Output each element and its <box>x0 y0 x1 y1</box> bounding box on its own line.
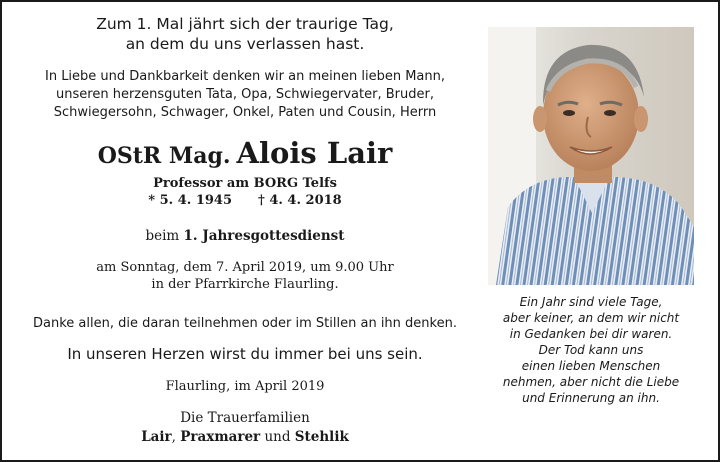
family-name: Stehlik <box>294 429 349 445</box>
family-name: Praxmarer <box>180 429 261 445</box>
poem-line: Ein Jahr sind viele Tage, <box>519 295 663 309</box>
birth-date: * 5. 4. 1945 <box>148 193 232 208</box>
service-title: 1. Jahresgottesdienst <box>183 228 345 244</box>
love-line: In Liebe und Dankbarkeit denken wir an meinen lieben Mann, <box>44 69 446 84</box>
death-date: † 4. 4. 2018 <box>258 193 342 208</box>
poem-line: nehmen, aber nicht die Liebe <box>502 375 680 389</box>
families-block <box>10 409 480 447</box>
intro-text <box>10 14 480 54</box>
family-separator: , <box>171 429 181 445</box>
family-separator: und <box>260 429 295 445</box>
service-location: in der Pfarrkirche Flaurling. <box>151 277 339 292</box>
intro-line: Zum 1. Mal jährt sich der traurige Tag, <box>96 15 394 33</box>
portrait-photo <box>488 27 694 285</box>
poem <box>488 294 694 406</box>
service-details <box>10 259 480 293</box>
profession: Professor am BORG Telfs <box>153 176 337 191</box>
poem-line: und Erinnerung an ihn. <box>522 391 660 405</box>
service-line <box>10 227 480 245</box>
poem-line: einen lieben Menschen <box>521 359 661 373</box>
intro-line: an dem du uns verlassen hast. <box>125 35 365 53</box>
notice-text-column <box>10 14 480 447</box>
poem-line: aber keiner, an dem wir nicht <box>502 311 680 325</box>
life-dates <box>10 192 480 209</box>
love-line: unseren herzensguten Tata, Opa, Schwiegervater, Bruder, <box>56 87 434 102</box>
poem-line: Der Tod kann uns <box>538 343 644 357</box>
family-names <box>10 428 480 447</box>
name-main: Alois Lair <box>236 136 393 170</box>
service-time: am Sonntag, dem 7. April 2019, um 9.00 Uhr <box>96 260 394 275</box>
hearts-text: In unseren Herzen wirst du immer bei uns sein. <box>67 345 423 363</box>
thanks-text: Danke allen, die daran teilnehmen oder im Stillen an ihn denken. <box>33 316 457 331</box>
place-date: Flaurling, im April 2019 <box>165 379 325 394</box>
love-text <box>10 68 480 122</box>
love-line: Schwiegersohn, Schwager, Onkel, Paten und Cousin, Herrn <box>53 105 437 120</box>
poem-line: in Gedanken bei dir waren. <box>509 327 673 341</box>
family-name: Lair <box>141 429 172 445</box>
portrait-photo-icon <box>488 27 694 285</box>
families-heading: Die Trauerfamilien <box>180 410 310 426</box>
deceased-name <box>10 136 480 175</box>
service-prefix: beim <box>145 228 180 244</box>
name-title: OStR Mag. <box>97 143 231 169</box>
